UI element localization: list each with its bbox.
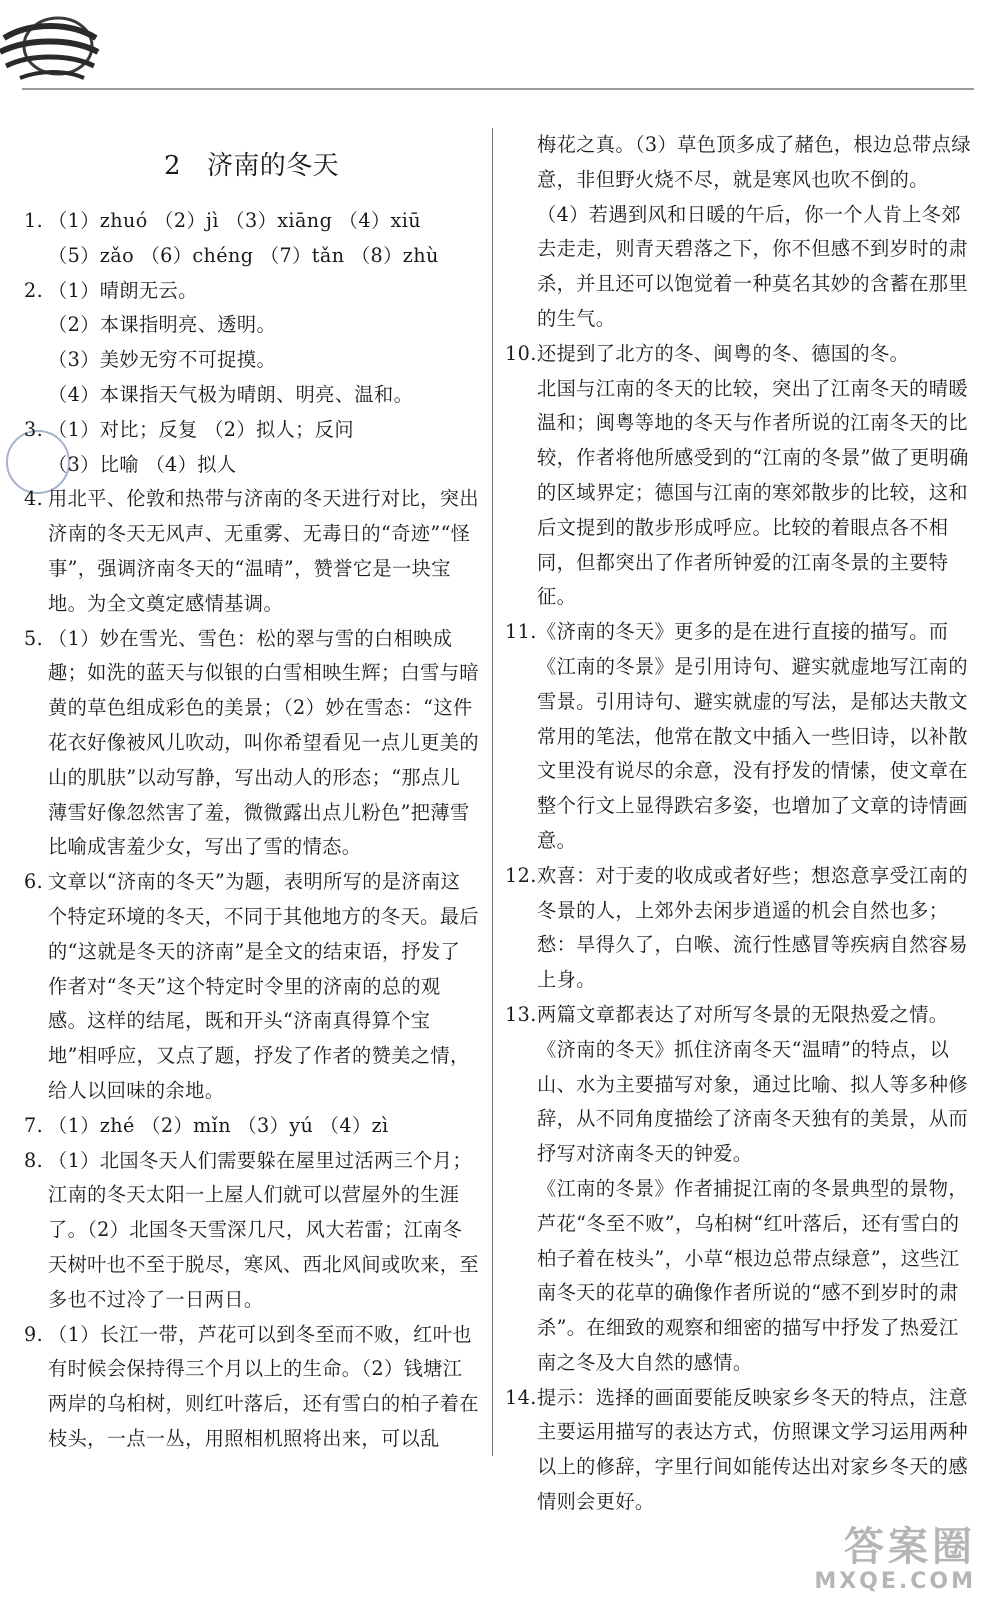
answer-12: 12. 欢喜：对于麦的收成或者好些；想恣意享受江南的冬景的人，上郊外去闲步逍遥的机会自然也多；愁：旱得久了，白喉、流行性感冒等疾病自然容易上身。 [505,863,968,992]
column-divider [492,128,493,1456]
page-title [24,142,479,190]
right-column [505,128,973,1520]
answer-14: 14. 提示：选择的画面要能反映家乡冬天的特点，注意主要运用描写的表达方式，仿照课文学习运用两种以上的修辞，字里行间如能传达出对家乡冬天的感情则会更好。 [505,1385,968,1514]
answer-6: 6. 文章以“济南的冬天”为题，表明所写的是济南这个特定环境的冬天，不同于其他地方的冬天。最后的“这就是冬天的济南”是全文的结束语，抒发了作者对“冬天”这个特定时令里的济南的总的观感。这样的结尾，既和开头“济南真得算个宝地”相呼应，又点了题，抒发了作者的赞美之情，给人以回味的余地。 [24,870,479,1102]
left-column [24,142,479,1457]
answer-2: 2. （1）晴朗无云。 （2）本课指明亮、透明。 （3）美妙无穷不可捉摸。 （4）本课指天气极为晴朗、明亮、温和。 [24,278,414,406]
watermark-top: 答案圈 [844,1524,976,1570]
answer-9: 9. （1）长江一带，芦花可以到冬至而不败，红叶也有时候会保持得三个月以上的生命。（2）钱塘江两岸的乌桕树，则红叶落后，还有雪白的柏子着在枝头，一点一丛，用照相机照将出来，可以乱 [24,1322,479,1450]
answer-4: 4. 用北平、伦敦和热带与济南的冬天进行对比，突出济南的冬天无风声、无重雾、无毒日的“奇迹”“怪事”，强调济南冬天的“温晴”，赞誉它是一块宝地。为全文奠定感情基调。 [24,487,479,615]
answer-10: 10. 还提到了北方的冬、闽粤的冬、德国的冬。 北国与江南的冬天的比较，突出了江南冬天的晴暖温和；闽粤等地的冬天与作者所说的江南冬天的比较，作者将他所感受到的“江南的冬景”做了更明确的区域界定；德国与江南的寒郊散步的比较，这和后文提到的散步形成呼应。比较的着眼点各不相同，但都突出了作者所钟爱的江南冬景的主要特征。 [505,341,969,609]
answer-5: 5. （1）妙在雪光、雪色：松的翠与雪的白相映成趣；如洗的蓝天与似银的白雪相映生辉；白雪与暗黄的草色组成彩色的美景；（2）妙在雪态：“这件花衣好像被风儿吹动，叫你希望看见一点儿更美的山的肌肤”以动写静，写出动人的形态；“那点儿薄雪好像忽然害了羞，微微露出点儿粉色”把薄雪比喻成害羞少女，写出了雪的情态。 [24,626,479,859]
answer-7: 7. （1）zhé （2）mǐn （3）yú （4）zì [24,1113,389,1137]
answer-8: 8. （1）北国冬天人们需要躲在屋里过活两三个月；江南的冬天太阳一上屋人们就可以营屋外的生涯了。（2）北国冬天雪深几尺，风大若雷；江南冬天树叶也不至于脱尽，寒风、西北风间或吹来，至多也不过冷了一日两日。 [24,1148,479,1311]
answer-13: 13. 两篇文章都表达了对所写冬景的无限热爱之情。《济南的冬天》抓住济南冬天“温晴”的特点，以山、水为主要描写对象，通过比喻、拟人等多种修辞，从不同角度描绘了济南冬天独有的美景，从而抒写对济南冬天的钟爱。 《江南的冬景》作者捕捉江南的冬景典型的景物，芦花“冬至不败”，乌桕树“红叶落后，还有雪白的柏子着在枝头”，小草“根边总带点绿意”，这些江南冬天的花草的确像作者所说的“感不到岁时的肃杀”。在细致的观察和细密的描写中抒发了热爱江南之冬及大自然的感情。 [505,1002,968,1374]
swirl-globe-logo-icon [0,8,100,92]
answer-9-continued: 梅花之真。（3）草色顶多成了赭色，根边总带点绿意，非但野火烧不尽，就是寒风也吹不倒的。 （4）若遇到风和日暖的午后，你一个人肯上冬郊去走走，则青天碧落之下，你不但感不到岁时的肃杀，并且还可以饱觉着一种莫名其妙的含蓄在那里的生气。 [537,133,971,330]
watermark [814,1524,976,1594]
header-rule [22,88,974,90]
lesson-number: 2 [164,151,181,181]
answer-3: 3. （1）对比；反复 （2）拟人；反问 （3）比喻 （4）拟人 [24,417,354,476]
watermark-bottom: MXQE.COM [814,1569,976,1594]
lesson-title: 济南的冬天 [206,151,339,181]
answer-11: 11. 《济南的冬天》更多的是在进行直接的描写。而《江南的冬景》是引用诗句、避实就虚地写江南的雪景。引用诗句、避实就虚的写法，是郁达夫散文常用的笔法，他常在散文中插入一些旧诗，以补散文里没有说尽的余意，没有抒发的情愫，使文章在整个行文上显得跌宕多姿，也增加了文章的诗情画意。 [505,620,968,852]
answer-1: 1. （1）zhuó （2）jì （3）xiāng （4）xiū （5）zǎo （6）chéng （7）tǎn （8）zhù [24,209,439,267]
